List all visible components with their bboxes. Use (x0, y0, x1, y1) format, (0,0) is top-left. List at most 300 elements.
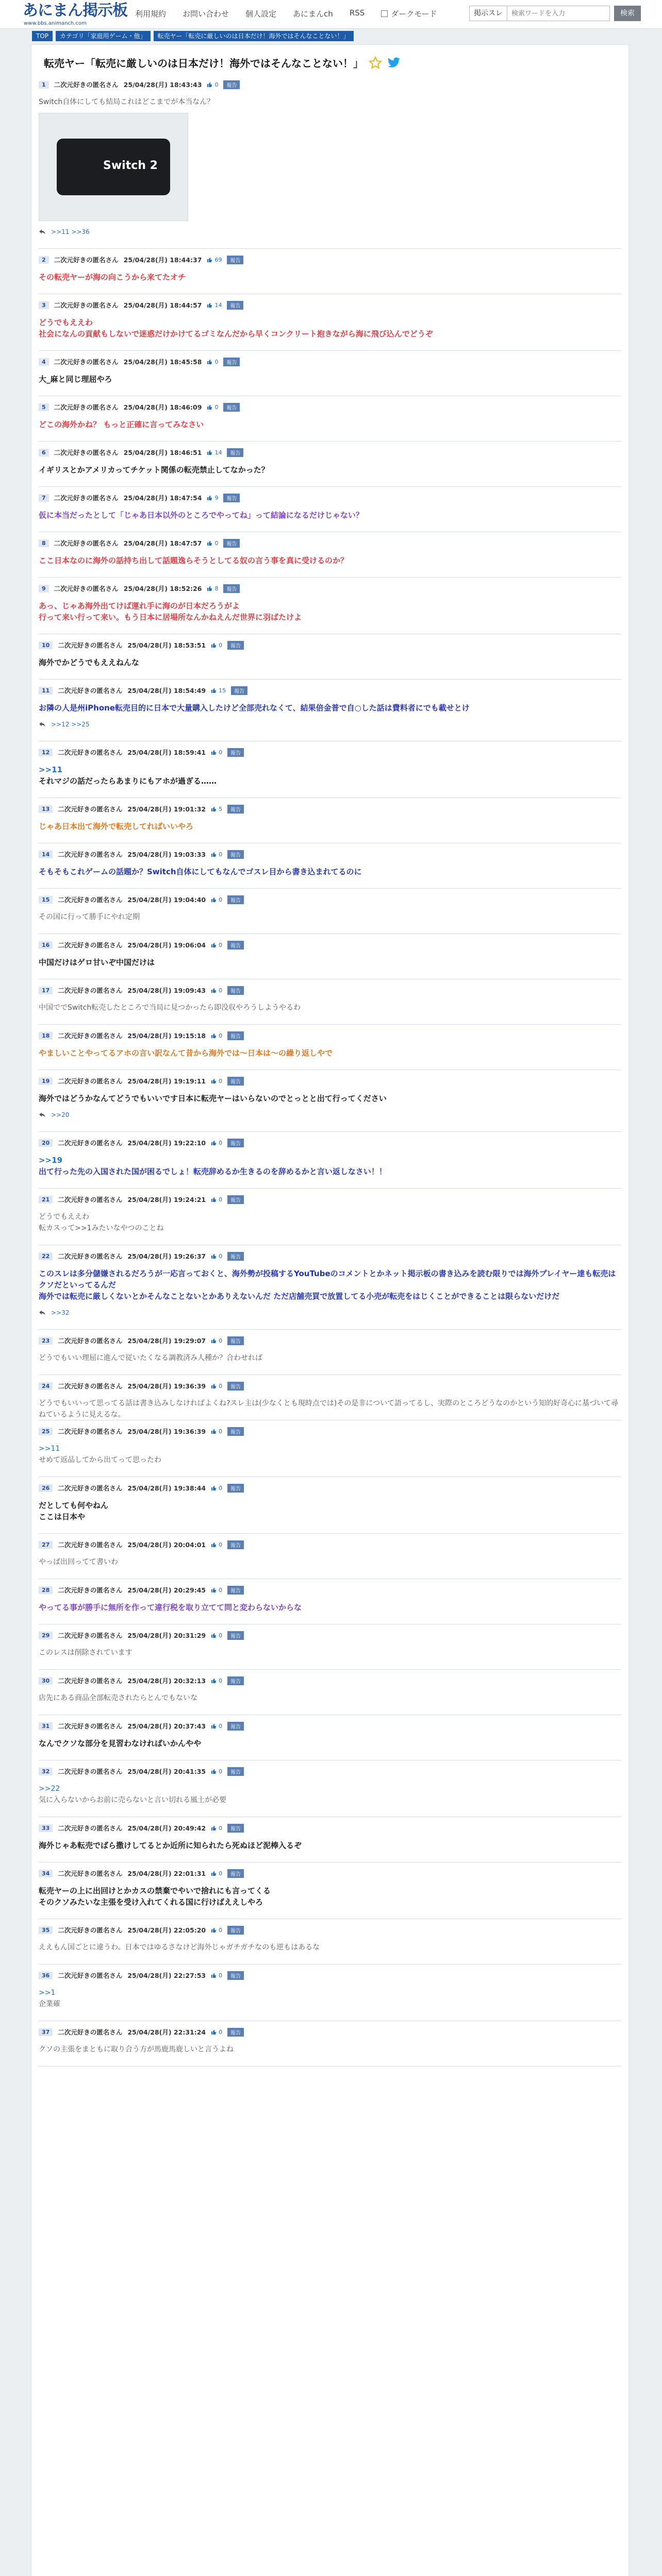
like-button[interactable] (207, 359, 218, 365)
like-button[interactable] (211, 1870, 222, 1877)
post-body (39, 1840, 621, 1851)
post-meta (39, 80, 621, 89)
post-date: 25/04/28(月) 20:04:01 (127, 1541, 206, 1549)
search-input[interactable] (507, 6, 610, 21)
post (39, 357, 621, 396)
post-date: 25/04/28(月) 19:01:32 (127, 805, 206, 813)
reply-anchor-link[interactable]: >>19 (39, 1156, 63, 1165)
post-number[interactable]: 11 (39, 687, 53, 694)
post-text-line: 気に入らないからお前に売らないと言い切れる風土が必要 (39, 1796, 226, 1804)
like-count: 0 (219, 1252, 223, 1260)
post-meta (39, 1195, 621, 1204)
like-button[interactable] (211, 687, 226, 694)
post (39, 1251, 621, 1330)
like-icon (211, 1078, 217, 1084)
post-author: 二次元好きの匿名さん (54, 403, 119, 411)
like-count: 0 (214, 81, 219, 88)
post-meta (39, 1540, 621, 1549)
report-button[interactable]: 報告 (227, 1139, 244, 1147)
post-meta (39, 1251, 621, 1261)
post-body (39, 1155, 621, 1177)
post-author: 二次元好きの匿名さん (58, 1382, 123, 1390)
post-author: 二次元好きの匿名さん (58, 1032, 123, 1040)
post-date: 25/04/28(月) 18:44:57 (123, 301, 202, 309)
post-text-line: 中国だけはゲロ甘いぞ中国だけは (39, 958, 155, 967)
post-number[interactable]: 26 (39, 1484, 53, 1492)
post-number[interactable]: 34 (39, 1870, 53, 1877)
like-count: 0 (219, 1337, 223, 1344)
like-icon (211, 987, 217, 993)
post-meta (39, 493, 621, 502)
post-body (39, 821, 621, 832)
post-author: 二次元好きの匿名さん (58, 687, 123, 694)
post-text-line: そのクソみたいな主張を受け入れてくれる国に行けばええしやろ (39, 1897, 263, 1907)
post-number[interactable]: 16 (39, 941, 53, 949)
post-body (39, 374, 621, 385)
post-number[interactable]: 30 (39, 1677, 53, 1685)
post-author: 二次元好きの匿名さん (58, 1196, 123, 1204)
like-button[interactable] (211, 1196, 222, 1203)
report-button[interactable]: 報告 (227, 805, 244, 814)
nav-settings[interactable]: 個人設定 (245, 9, 277, 19)
post-author: 二次元好きの匿名さん (58, 1677, 123, 1685)
report-button[interactable]: 報告 (227, 850, 244, 859)
like-button[interactable] (211, 1825, 222, 1832)
post-number[interactable]: 8 (39, 539, 49, 547)
like-button[interactable] (211, 896, 222, 903)
report-button[interactable]: 報告 (227, 986, 244, 995)
post-author: 二次元好きの匿名さん (58, 1428, 123, 1435)
post (39, 850, 621, 889)
post-number[interactable]: 15 (39, 896, 53, 904)
post-date: 25/04/28(月) 19:29:07 (127, 1337, 206, 1345)
post (39, 895, 621, 934)
post-author: 二次元好きの匿名さん (54, 585, 119, 592)
report-button[interactable]: 報告 (223, 584, 240, 593)
post-author: 二次元好きの匿名さん (58, 2028, 123, 2036)
post (39, 402, 621, 442)
like-icon (211, 1825, 217, 1831)
like-icon (207, 257, 213, 263)
post-meta (39, 584, 621, 593)
reply-links[interactable]: >>12 >>25 (51, 721, 90, 728)
post-body (39, 1211, 621, 1234)
reply-anchor-link[interactable]: >>1 (39, 1989, 56, 1997)
report-button[interactable]: 報告 (227, 748, 244, 757)
post-date: 25/04/28(月) 19:04:40 (127, 896, 206, 904)
post-body (39, 1047, 621, 1059)
post-text-line: 仮に本当だったとして「じゃあ日本以外のところでやってね」って結論になるだけじゃない？ (39, 511, 363, 520)
favorite-star-icon[interactable] (369, 56, 382, 70)
like-button[interactable] (207, 302, 222, 309)
post-number[interactable]: 19 (39, 1077, 53, 1085)
post-number[interactable]: 10 (39, 641, 53, 649)
report-button[interactable]: 報告 (227, 1427, 244, 1436)
like-button[interactable] (211, 1383, 222, 1389)
like-count: 0 (219, 1972, 223, 1979)
post-meta (39, 357, 621, 366)
post (39, 1925, 621, 1964)
post-text-line: だとしても何やねん (39, 1501, 109, 1510)
post-number[interactable]: 31 (39, 1722, 53, 1730)
like-count: 0 (219, 1077, 223, 1084)
post-text-line: やましいことやってるアホの言い訳なんて昔から海外では〜日本は〜の繰り返しやで (39, 1048, 333, 1058)
report-button[interactable]: 報告 (227, 1077, 244, 1086)
post-meta (39, 2027, 621, 2037)
like-count: 0 (219, 1139, 223, 1146)
post (39, 1823, 621, 1862)
post-date: 25/04/28(月) 18:43:43 (123, 81, 202, 89)
breadcrumb-top[interactable]: TOP (32, 31, 53, 41)
like-icon (211, 1383, 217, 1389)
post-body (39, 702, 621, 714)
post-meta (39, 686, 621, 695)
post (39, 255, 621, 294)
post-number[interactable]: 1 (39, 81, 49, 89)
like-button[interactable] (207, 449, 222, 456)
report-button[interactable]: 報告 (223, 80, 240, 89)
post-number[interactable]: 9 (39, 585, 49, 592)
like-button[interactable] (211, 1541, 222, 1548)
switch2-console-image (57, 139, 170, 195)
like-button[interactable] (211, 806, 222, 812)
like-icon (207, 359, 213, 365)
post-number[interactable]: 24 (39, 1382, 53, 1390)
post-number[interactable]: 21 (39, 1196, 53, 1204)
report-button[interactable]: 報告 (227, 1824, 244, 1833)
post (39, 1076, 621, 1132)
post-body (39, 1692, 621, 1704)
post-meta (39, 1676, 621, 1685)
like-count: 0 (219, 1586, 223, 1594)
reply-arrow-icon (39, 1310, 46, 1316)
dark-mode-toggle[interactable] (381, 8, 437, 19)
like-icon (211, 1253, 217, 1259)
post (39, 1031, 621, 1070)
post-date: 25/04/28(月) 19:36:39 (127, 1428, 206, 1435)
twitter-share-icon[interactable] (387, 57, 401, 69)
post (39, 1971, 621, 2021)
like-button[interactable] (207, 540, 218, 547)
like-button[interactable] (211, 1768, 222, 1775)
report-button[interactable]: 報告 (223, 494, 240, 502)
post-text-line: クソの主張をまともに取り合う方が馬鹿馬鹿しいと言うよね (39, 2045, 234, 2054)
post-number[interactable]: 14 (39, 851, 53, 858)
report-button[interactable]: 報告 (227, 1869, 244, 1878)
like-button[interactable] (211, 1032, 222, 1039)
like-button[interactable] (207, 257, 222, 263)
post-number[interactable]: 27 (39, 1541, 53, 1549)
post-meta (39, 1971, 621, 1980)
reply-anchor-link[interactable]: >>11 (39, 765, 63, 774)
post-meta (39, 1631, 621, 1640)
like-button[interactable] (211, 1632, 222, 1639)
like-icon (211, 1032, 217, 1039)
post (39, 448, 621, 487)
post-date: 25/04/28(月) 18:52:26 (123, 585, 202, 592)
report-button[interactable]: 報告 (227, 1676, 244, 1685)
dark-mode-checkbox[interactable] (381, 10, 388, 17)
post-body (39, 866, 621, 877)
post-date: 25/04/28(月) 20:32:13 (127, 1677, 206, 1685)
post-number[interactable]: 17 (39, 987, 53, 994)
like-icon (207, 404, 213, 410)
post-author: 二次元好きの匿名さん (58, 641, 123, 649)
search-button[interactable]: 検索 (614, 6, 641, 21)
like-button[interactable] (211, 1078, 222, 1084)
post-body (39, 1500, 621, 1522)
post-number[interactable]: 36 (39, 1972, 53, 1979)
like-icon (211, 687, 217, 693)
breadcrumb-category[interactable]: カテゴリ「家庭用ゲーム・他」 (56, 31, 151, 41)
like-count: 15 (219, 687, 226, 694)
post-text-line: 大_麻と同じ理屈やろ (39, 375, 112, 384)
post-number[interactable]: 12 (39, 749, 53, 756)
like-button[interactable] (211, 987, 222, 994)
report-button[interactable]: 報告 (223, 403, 240, 412)
report-button[interactable]: 報告 (227, 1031, 244, 1040)
like-button[interactable] (211, 1140, 222, 1146)
reply-links[interactable]: >>20 (51, 1111, 70, 1118)
breadcrumb-thread[interactable]: 転売ヤー「転売に厳しいのは日本だけ！海外ではそんなことない！」 (154, 31, 354, 41)
post-number[interactable]: 33 (39, 1824, 53, 1832)
post-text-line: 企業確 (39, 2000, 60, 2008)
post-body (39, 317, 621, 340)
post-author: 二次元好きの匿名さん (58, 1252, 123, 1260)
post-date: 25/04/28(月) 19:19:11 (127, 1077, 206, 1085)
post-number[interactable]: 29 (39, 1632, 53, 1639)
like-icon (211, 1428, 217, 1434)
post-author: 二次元好きの匿名さん (58, 1926, 123, 1934)
like-button[interactable] (211, 642, 222, 649)
reply-links[interactable]: >>32 (51, 1309, 70, 1316)
header-nav (135, 8, 437, 19)
post-text-line: 海外じゃあ転売でばら撒けしてるとか近所に知られたら死ぬほど泥棒入るぞ (39, 1841, 302, 1850)
post (39, 1427, 621, 1477)
post-date: 25/04/28(月) 18:45:58 (123, 358, 202, 366)
like-icon (211, 1972, 217, 1978)
like-button[interactable] (211, 2029, 222, 2036)
post-number[interactable]: 37 (39, 2028, 53, 2036)
like-button[interactable] (207, 404, 218, 411)
like-count: 0 (219, 1428, 223, 1435)
post-number[interactable]: 23 (39, 1337, 53, 1345)
post-meta (39, 940, 621, 950)
post-number[interactable]: 4 (39, 358, 49, 366)
post-date: 25/04/28(月) 19:03:33 (127, 851, 206, 858)
post-author: 二次元好きの匿名さん (58, 1586, 123, 1594)
report-button[interactable]: 報告 (227, 1926, 244, 1935)
like-count: 0 (219, 1926, 223, 1934)
reply-links[interactable]: >>11 >>36 (51, 228, 90, 235)
post-text-line: イギリスとかアメリカってチケット関係の転売禁止してなかった？ (39, 465, 269, 474)
post-author: 二次元好きの匿名さん (54, 81, 119, 89)
post (39, 1483, 621, 1534)
report-button[interactable]: 報告 (227, 1336, 244, 1345)
like-count: 0 (219, 1632, 223, 1639)
report-button[interactable]: 報告 (227, 1540, 244, 1549)
like-icon (207, 495, 213, 501)
like-icon (211, 942, 217, 948)
report-button[interactable]: 報告 (223, 358, 240, 366)
like-button[interactable] (211, 1927, 222, 1934)
report-button[interactable]: 報告 (227, 895, 244, 904)
report-button[interactable]: 報告 (227, 256, 243, 264)
nav-contact[interactable]: お問い合わせ (183, 9, 229, 19)
post-meta (39, 538, 621, 548)
post-author: 二次元好きの匿名さん (58, 1768, 123, 1775)
like-button[interactable] (207, 585, 218, 592)
nav-animanch[interactable]: あにまんch (293, 9, 333, 19)
like-icon (211, 2029, 217, 2035)
post-number[interactable]: 20 (39, 1139, 53, 1147)
post-body (39, 1093, 621, 1104)
post-number[interactable]: 22 (39, 1252, 53, 1260)
report-button[interactable]: 報告 (227, 1971, 244, 1980)
site-logo[interactable]: あにまん掲示板 (23, 2, 127, 20)
post (39, 940, 621, 979)
post-number[interactable]: 5 (39, 403, 49, 411)
report-button[interactable]: 報告 (227, 1631, 244, 1640)
post-author: 二次元好きの匿名さん (54, 539, 119, 547)
like-icon (211, 806, 217, 812)
like-button[interactable] (211, 749, 222, 756)
like-button[interactable] (211, 1723, 222, 1730)
like-count: 69 (214, 256, 222, 263)
post-body (39, 1602, 621, 1613)
like-button[interactable] (211, 1337, 222, 1344)
like-icon (207, 302, 213, 308)
post-date: 25/04/28(月) 19:24:21 (127, 1196, 206, 1204)
post-number[interactable]: 28 (39, 1586, 53, 1594)
post-author: 二次元好きの匿名さん (58, 896, 123, 904)
post-date: 25/04/28(月) 18:46:09 (123, 403, 202, 411)
post (39, 1336, 621, 1375)
reply-anchor-link[interactable]: >>11 (39, 1445, 60, 1453)
report-button[interactable]: 報告 (227, 1722, 244, 1731)
report-button[interactable]: 報告 (227, 641, 244, 650)
post (39, 640, 621, 680)
post-body (39, 419, 621, 430)
report-button[interactable]: 報告 (227, 1382, 244, 1391)
like-button[interactable] (211, 1587, 222, 1594)
search-scope-select[interactable]: 掲示スレ (469, 6, 507, 21)
post-meta (39, 1925, 621, 1935)
like-count: 9 (214, 494, 219, 501)
post-date: 25/04/28(月) 19:09:43 (127, 987, 206, 994)
post-number[interactable]: 3 (39, 301, 49, 309)
post-body (39, 1783, 621, 1806)
post-meta (39, 1823, 621, 1833)
post-date: 25/04/28(月) 20:37:43 (127, 1722, 206, 1730)
like-count: 0 (214, 539, 219, 547)
post-body (39, 1942, 621, 1953)
post-date: 25/04/28(月) 20:41:35 (127, 1768, 206, 1775)
post-number[interactable]: 7 (39, 494, 49, 502)
post-body (39, 911, 621, 923)
post-author: 二次元好きの匿名さん (54, 301, 119, 309)
post-author: 二次元好きの匿名さん (58, 1484, 123, 1492)
post-text-line: 店先にある商品全部転売されたらとんでもないな (39, 1694, 197, 1702)
report-button[interactable]: 報告 (227, 1484, 244, 1493)
like-button[interactable] (207, 495, 218, 501)
report-button[interactable]: 報告 (227, 448, 243, 457)
like-button[interactable] (207, 81, 218, 88)
post-author: 二次元好きの匿名さん (58, 1077, 123, 1085)
like-button[interactable] (211, 1972, 222, 1979)
like-button[interactable] (211, 1677, 222, 1684)
post-body (39, 1002, 621, 1013)
report-button[interactable]: 報告 (227, 1252, 244, 1261)
post-number[interactable]: 18 (39, 1032, 53, 1040)
like-button[interactable] (211, 942, 222, 948)
report-button[interactable]: 報告 (227, 2028, 244, 2037)
site-header (0, 0, 662, 29)
report-button[interactable]: 報告 (223, 539, 240, 548)
post-date: 25/04/28(月) 19:26:37 (127, 1252, 206, 1260)
post-meta (39, 1427, 621, 1436)
post-text-line: じゃあ日本出て海外で転売してればいいやろ (39, 822, 194, 831)
post-date: 25/04/28(月) 18:59:41 (127, 749, 206, 756)
like-count: 5 (219, 805, 223, 812)
nav-terms[interactable]: 利用規約 (135, 9, 167, 19)
post-text-line: どうでもいい理屈に進んで従いたくなる調教済み人種か？合わせれば (39, 1354, 262, 1362)
report-button[interactable]: 報告 (227, 301, 243, 310)
post-meta (39, 1721, 621, 1731)
post-author: 二次元好きの匿名さん (58, 851, 123, 858)
like-count: 0 (219, 941, 223, 948)
site-logo-sub: www.bbs.animanch.com (24, 21, 87, 26)
post-date: 25/04/28(月) 22:01:31 (127, 1870, 206, 1877)
report-button[interactable]: 報告 (227, 1586, 244, 1595)
report-button[interactable]: 報告 (227, 1767, 244, 1776)
nav-rss[interactable]: RSS (349, 8, 365, 18)
reply-anchor-link[interactable]: >>22 (39, 1785, 60, 1793)
like-count: 0 (214, 403, 219, 411)
post-number[interactable]: 6 (39, 449, 49, 456)
like-button[interactable] (211, 1428, 222, 1435)
like-count: 0 (219, 1768, 223, 1775)
post-author: 二次元好きの匿名さん (58, 1824, 123, 1832)
post-meta (39, 1585, 621, 1595)
post-number[interactable]: 32 (39, 1768, 53, 1775)
like-icon (207, 449, 213, 455)
post-date: 25/04/28(月) 22:27:53 (127, 1972, 206, 1979)
post-image[interactable] (39, 113, 188, 221)
like-count: 14 (214, 449, 222, 456)
search-bar (469, 6, 641, 21)
post-number[interactable]: 13 (39, 805, 53, 813)
post-number[interactable]: 2 (39, 256, 49, 264)
report-button[interactable]: 報告 (227, 941, 244, 950)
post (39, 748, 621, 798)
report-button[interactable]: 報告 (227, 1195, 244, 1204)
post-number[interactable]: 35 (39, 1926, 53, 1934)
post-text-line: それマジの話だったらあまりにもアホが過ぎる…… (39, 776, 217, 786)
post (39, 1767, 621, 1817)
post-body (39, 464, 621, 476)
like-button[interactable] (211, 1253, 222, 1260)
post-number[interactable]: 25 (39, 1428, 53, 1435)
post (39, 1721, 621, 1760)
post-meta (39, 300, 621, 310)
replies-row (39, 228, 621, 235)
post-date: 25/04/28(月) 18:47:54 (123, 494, 202, 502)
post-meta (39, 895, 621, 904)
like-button[interactable] (211, 851, 222, 858)
report-button[interactable]: 報告 (231, 686, 247, 695)
like-button[interactable] (211, 1485, 222, 1492)
